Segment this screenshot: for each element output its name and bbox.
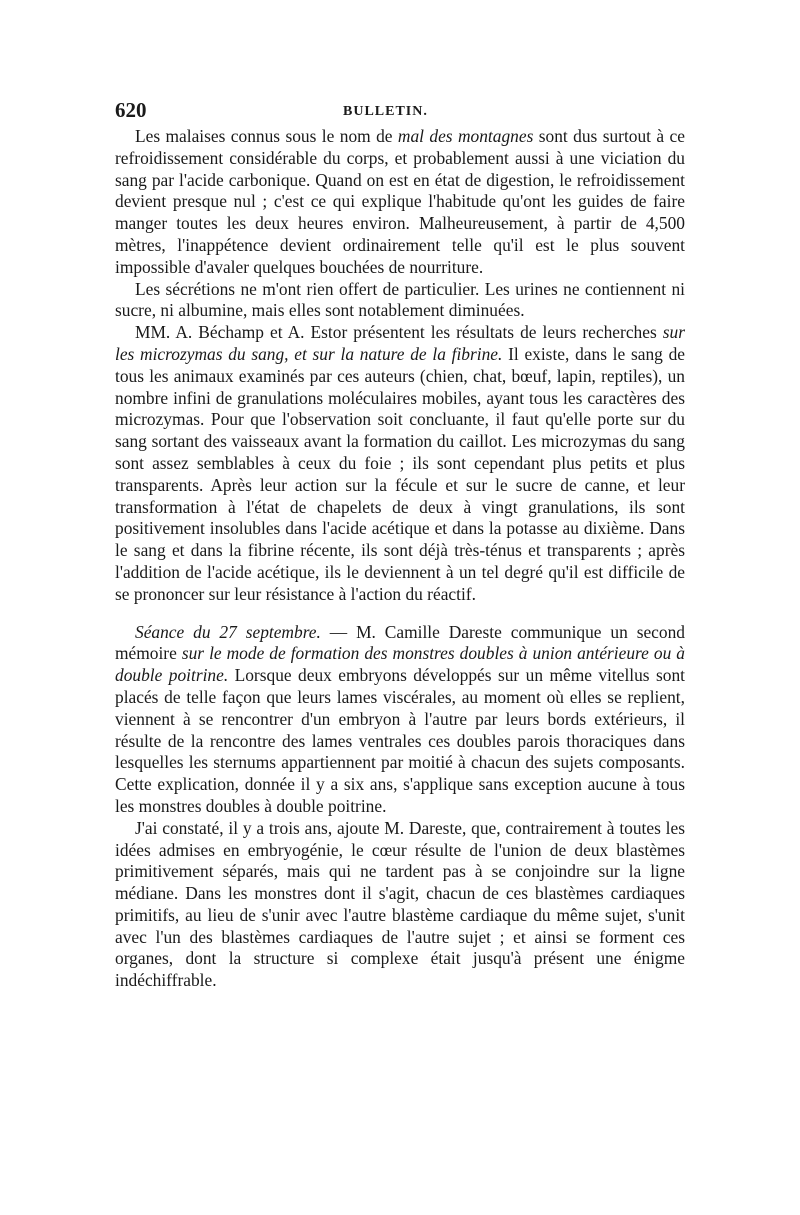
paragraph-microzymas [115,322,685,605]
italic-title: sur les microzymas du sang, et sur la nature de la fibrine. [115,322,685,364]
italic-term: mal des montagnes [397,126,534,146]
paragraph-seance-27-septembre [115,622,685,818]
text-run: Il existe, dans le sang de tous les animaux examinés par ces auteurs (chien, chat, bœuf, lapin, reptiles), un nombre infini de granulations moléculaires mobiles, ayant tous les caractères des microzymas. Pour que l'observation soit concluante, il faut qu'elle porte sur du sang sortant des vaisseaux avant la formation du caillot. Les microzymas du sang sont assez semblables à ceux du foie ; ils sont cependant plus petits et plus transparents. Après leur action sur la fécule et sur le sucre de canne, et leur transformation à l'état de chapelets de deux à vingt granulations, ils sont positivement insolubles dans l'acide acétique et dans la potasse au dixième. Dans le sang et dans la fibrine récente, ils sont déjà très-ténus et transparents ; après l'addition de l'acide acétique, ils le deviennent à un tel degré qu'il est difficile de se prononcer sur leur résistance à l'action du réactif. [115,343,685,604]
session-date: Séance du 27 septembre. [135,621,321,642]
page-header [115,98,685,126]
text-run: sont dus surtout à ce refroidissement considérable du corps, et probablement aussi à une viciation du sang par l'acide carbonique. Quand on est en état de digestion, le refroidissement devient presque nul ; c'est ce qui explique l'habitude qu'ont les guides de faire manger toutes les deux heures environ. Malheureusement, à partir de 4,500 mètres, l'inappétence devient ordinairement telle qu'il est le plus souvent impossible d'avaler quelques bouchées de nourriture. [115,126,685,277]
document-page [115,98,685,992]
text-run: Les malaises connus sous le nom de [135,126,398,146]
paragraph-dareste-coeur [115,818,685,992]
text-run: MM. A. Béchamp et A. Estor présentent les résultats de leurs recherches [135,322,663,343]
paragraph-secretions [115,279,685,323]
italic-title: sur le mode de formation des monstres doubles à union antérieure ou à double poitrine. [115,643,685,686]
text-run: J'ai constaté, il y a trois ans, ajoute M. Dareste, que, contrairement à toutes les idées admises en embryogénie, le cœur résulte de l'union de deux blastèmes primitivement séparés, mais qui ne tardent pas à se conjoindre sur la ligne médiane. Dans les monstres dont il s'agit, chacun de ces blastèmes cardiaques primitifs, au lieu de s'unir avec l'autre blastème cardiaque du même sujet, s'unit avec l'un des blastèmes cardiaques de l'autre sujet ; et ainsi se forment ces organes, dont la structure si complexe était jusqu'à présent une énigme indéchiffrable. [115,817,685,991]
paragraph-mal-des-montagnes [115,126,685,279]
text-run: Lorsque deux embryons développés sur un même vitellus sont placés de telle façon que leurs lames viscérales, au moment où elles se replient, viennent à se rencontrer d'un embryon à l'autre par leurs bords extérieurs, il résulte de la rencontre des lames ventrales ces doubles parois thoraciques dans lesquelles les sternums appartiennent par moitié à chacun des sujets composants. Cette explication, donnée il y a six ans, s'applique sans exception aucune à tous les monstres doubles à double poitrine. [115,665,685,816]
text-run: Les sécrétions ne m'ont rien offert de particulier. Les urines ne contiennent ni sucre, ni albumine, mais elles sont notablement diminuées. [115,278,685,321]
running-head: BULLETIN. [343,104,428,119]
text-run: — M. Camille Dareste communique un second mémoire [115,621,685,664]
page-number: 620 [115,98,147,122]
